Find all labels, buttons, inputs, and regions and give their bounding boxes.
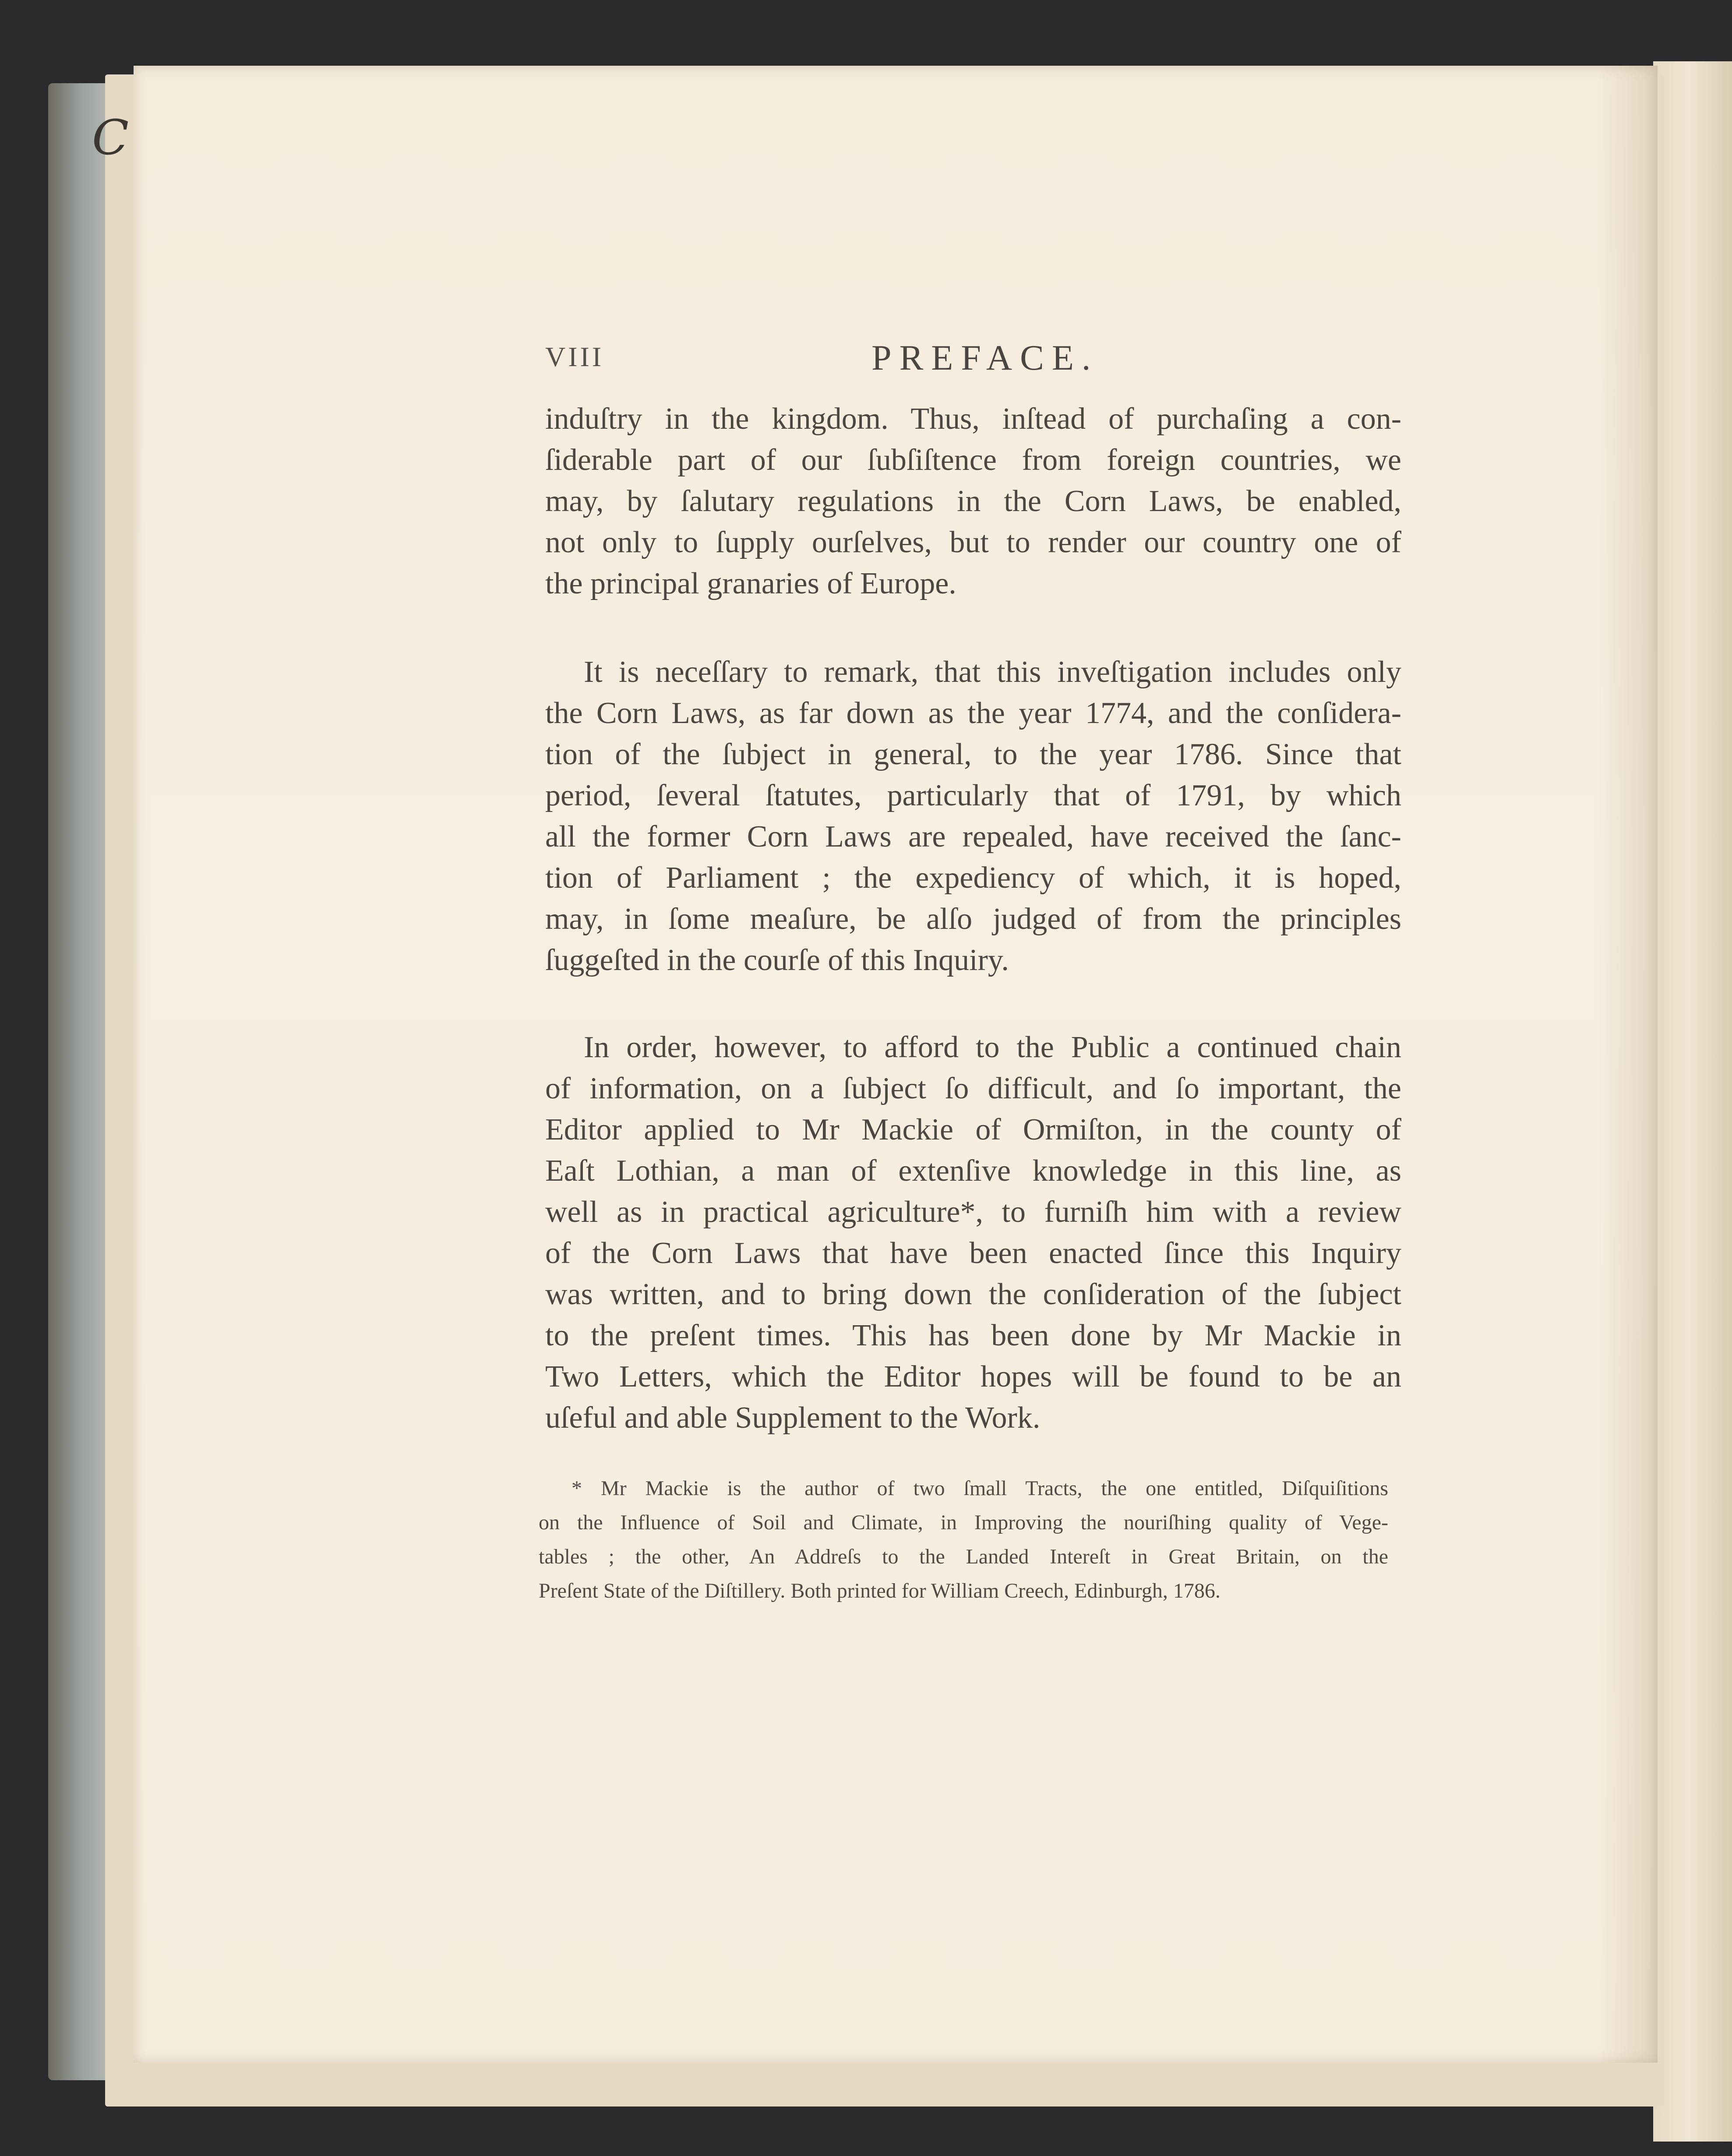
text-line: to the preſent times. This has been done by Mr Mackie in xyxy=(545,1319,1401,1352)
text-line: It is neceſſary to remark, that this inveſtigation includes only xyxy=(584,655,1401,689)
text-line: may, in ſome meaſure, be alſo judged of from the principles xyxy=(545,902,1401,936)
text-line: was written, and to bring down the conſideration of the ſubject xyxy=(545,1277,1401,1311)
text-line: of the Corn Laws that have been enacted ſince this Inquiry xyxy=(545,1236,1401,1270)
text-line: period, ſeveral ſtatutes, particularly that of 1791, by which xyxy=(545,779,1401,812)
page-number: VIII xyxy=(545,341,604,372)
facing-page-edge xyxy=(1653,61,1732,2142)
text-line: well as in practical agriculture*, to furniſh him with a review xyxy=(545,1195,1401,1229)
text-line: not only to ſupply ourſelves, but to render our country one of xyxy=(545,526,1401,559)
text-line: Two Letters, which the Editor hopes will be found to be an xyxy=(545,1360,1401,1394)
footnote-line: * Mr Mackie is the author of two ſmall Tracts, the one entitled, Diſquiſitions xyxy=(571,1477,1388,1500)
paragraph-1 xyxy=(545,399,1401,604)
text-line: uſeful and able Supplement to the Work. xyxy=(545,1401,1041,1435)
text-line: tion of Parliament ; the expediency of which, it is hoped, xyxy=(545,861,1401,895)
text-line: the Corn Laws, as far down as the year 1774, and the conſidera- xyxy=(545,696,1401,730)
text-line: all the former Corn Laws are repealed, have received the ſanc- xyxy=(545,820,1401,854)
text-line: ſiderable part of our ſubſiſtence from foreign countries, we xyxy=(545,443,1401,477)
text-line: the principal granaries of Europe. xyxy=(545,567,956,600)
text-line: ſuggeſted in the courſe of this Inquiry. xyxy=(545,943,1009,977)
text-line: Eaſt Lothian, a man of extenſive knowledge in this line, as xyxy=(545,1154,1401,1188)
text-line: of information, on a ſubject ſo difficult, and ſo important, the xyxy=(545,1072,1401,1105)
page-gutter-shadow xyxy=(1596,66,1658,2063)
text-line: may, by ſalutary regulations in the Corn Laws, be enabled, xyxy=(545,484,1401,518)
margin-pencil-mark: C xyxy=(92,109,129,166)
text-line: tion of the ſubject in general, to the year 1786. Since that xyxy=(545,737,1401,771)
running-title: PREFACE. xyxy=(871,338,1099,378)
text-line: In order, however, to afford to the Public a continued chain xyxy=(584,1030,1401,1064)
footnote-line: on the Influence of Soil and Climate, in Improving the nouriſhing quality of Vege- xyxy=(539,1511,1388,1534)
footnote-line: tables ; the other, An Addreſs to the Landed Intereſt in Great Britain, on the xyxy=(539,1545,1388,1568)
text-line: Editor applied to Mr Mackie of Ormiſton, in the county of xyxy=(545,1113,1401,1147)
text-line: induſtry in the kingdom. Thus, inſtead of purchaſing a con- xyxy=(545,402,1401,436)
running-head xyxy=(545,337,1401,385)
footnote xyxy=(539,1471,1388,1608)
paragraph-2 xyxy=(545,652,1401,981)
footnote-line: Preſent State of the Diſtillery. Both printed for William Creech, Edinburgh, 1786. xyxy=(539,1579,1221,1602)
paragraph-3 xyxy=(545,1027,1401,1439)
